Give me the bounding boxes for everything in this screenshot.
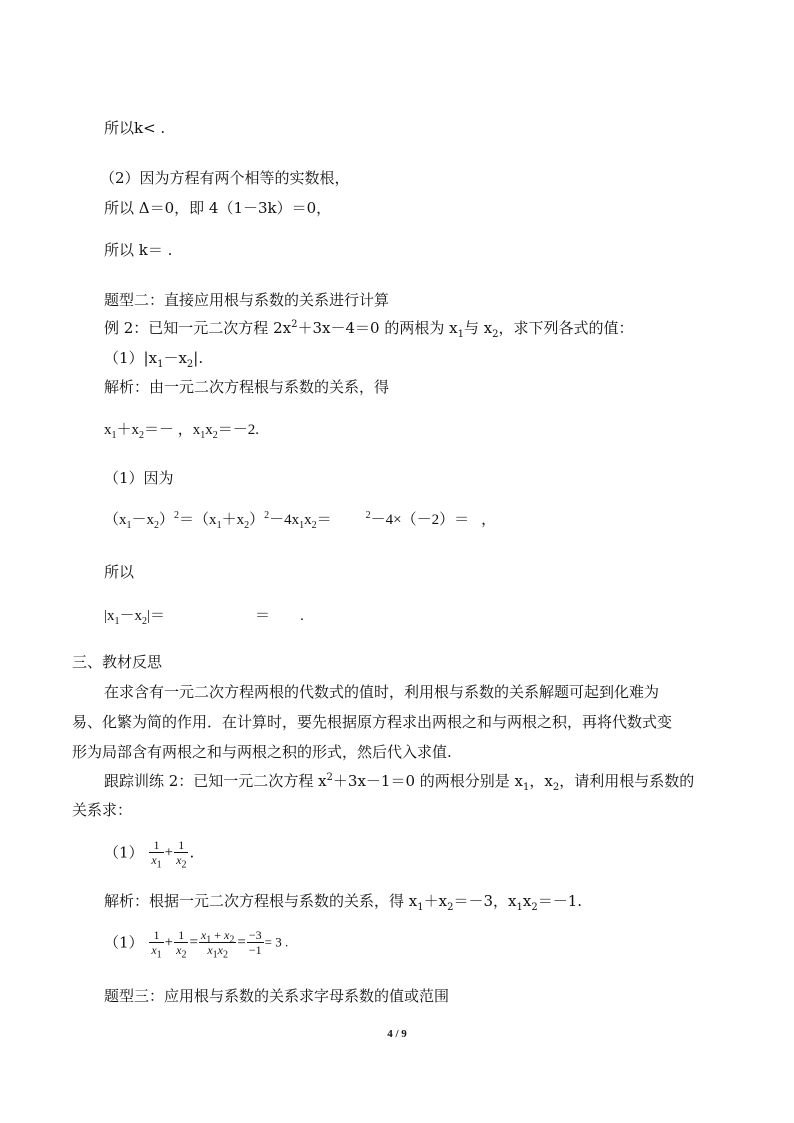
fraction: $\frac{-3}{-1}$ [248,928,262,957]
text-line: 所以 [104,563,135,581]
section-heading: 题型三：应用根与系数的关系求字母系数的值或范围 [104,987,450,1005]
text-line: 解析：由一元二次方程根与系数的关系，得 [104,378,390,396]
section-heading: 三、教材反思 [72,653,163,671]
formula-line: $(x_1-x_2)^2=(x_1+x_2)^2-4x_1x_2= ^2-4\times(-2)=$ ， [104,510,497,531]
text-line: 所以 k＝ . [104,241,173,259]
sub-question: $(1)|x_1-x_2|$. [104,349,204,370]
paragraph-line: 在求含有一元二次方程两根的代数式的值时，利用根与系数的关系解题可起到化难为 [104,683,660,701]
text-line: （1）因为 [104,469,174,487]
text-line: 所以 Δ＝0，即 4（1－3k）＝0， [104,199,332,217]
fraction: $\frac{1}{x_1}$ [151,838,162,871]
formula-line: $x_1+x_2=-$ ，$x_1x_2=-2$. [104,422,260,441]
fraction: $\frac{1}{x_1}$ [151,928,162,961]
fraction: $\frac{x_1 + x_2}{x_1x_2}$ [200,928,235,961]
page-number: 4 / 9 [387,1028,407,1040]
fraction: $\frac{1}{x_2}$ [176,838,187,871]
exercise-statement: 跟踪训练 2：已知一元二次方程 $x^2+3x-1=0$ 的两根分别是 $x_1$，$x_2$，请利用根与系数的 [104,772,695,793]
sub-question: （1） $\frac{1}{x_1}$ + $\frac{1}{x_2}$ . [104,838,195,871]
text-line: 所以k< . [104,119,166,137]
text-line: 解析：根据一元二次方程根与系数的关系，得 $x_1+x_2=-3$，$x_1x_2=-1$. [104,892,582,913]
text-line: 关系求： [72,801,133,819]
paragraph-line: 形为局部含有两根之和与两根之积的形式，然后代入求值. [72,743,452,761]
paragraph-line: 易、化繁为简的作用．在计算时，要先根据原方程求出两根之和与两根之积，再将代数式变 [72,713,673,731]
example-statement: 例 2：已知一元二次方程 $2x^2+3x-4=0$ 的两根为 $x_1$与 $x_2$，求下列各式的值： [104,319,634,340]
formula-line: $|x_1-x_2|=$ ＝ . [104,608,304,627]
text-line: （2）因为方程有两个相等的实数根， [100,169,350,187]
section-heading: 题型二：直接应用根与系数的关系进行计算 [104,291,390,309]
fraction: $\frac{1}{x_2}$ [176,928,187,961]
formula-line: （1） $\frac{1}{x_1}$ + $\frac{1}{x_2}$ = $\frac{x_1 + x_2}{x_1x_2}$ = $\frac{-3}{-1}$ = 3 . [104,928,289,961]
